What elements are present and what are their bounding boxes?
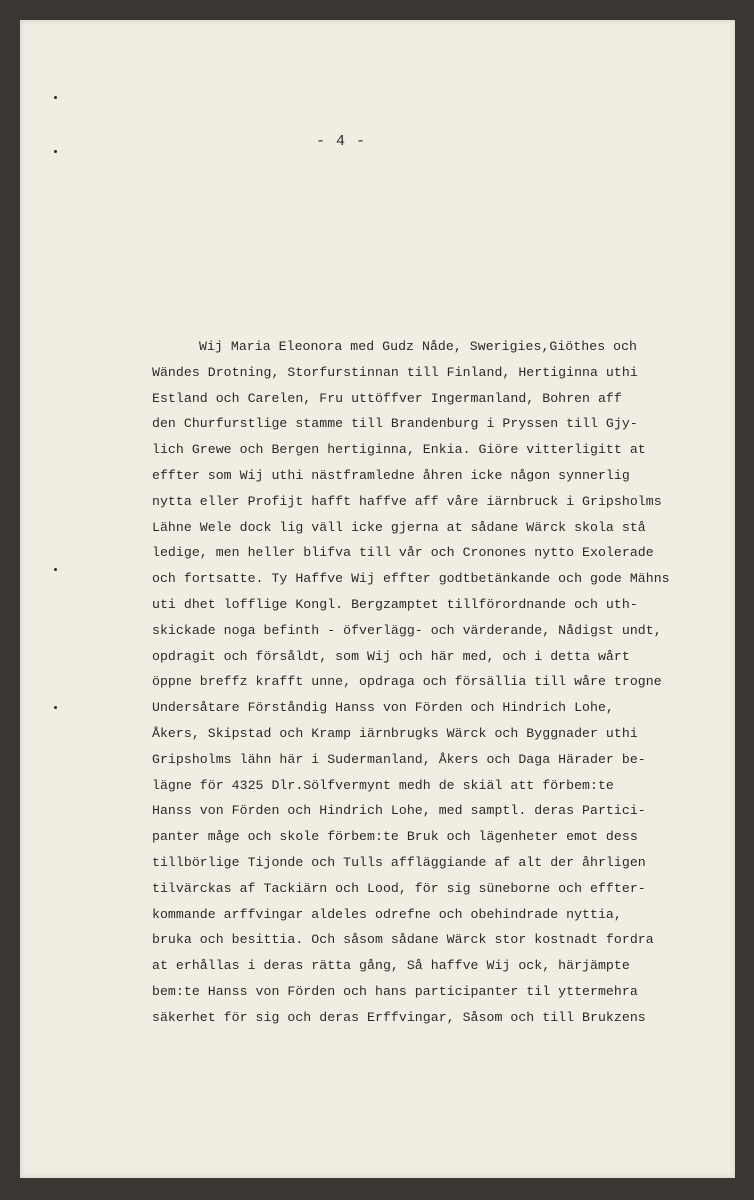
text-line: Undersåtare Förståndig Hanss von Förden och Hindrich Lohe, (152, 700, 614, 716)
text-line: Hanss von Förden och Hindrich Lohe, med samptl. deras Partici- (152, 803, 646, 819)
text-line: lägne för 4325 Dlr.Sölfvermynt medh de skiäl att förbem:te (152, 777, 614, 793)
text-line: lich Grewe och Bergen hertiginna, Enkia. Giöre vitterligitt at (152, 442, 646, 458)
text-line: Lähne Wele dock lig väll icke gjerna at sådane Wärck skola stå (152, 519, 646, 535)
punch-hole-mark (54, 568, 57, 571)
text-line: skickade noga befinth - öfverlägg- och värderande, Nådigst undt, (152, 622, 662, 638)
text-line: nytta eller Profijt hafft haffve aff våre iärnbruck i Gripsholms (152, 493, 662, 509)
text-line: öppne breffz krafft unne, opdraga och försällia till wåre trogne (152, 674, 662, 690)
text-line: effter som Wij uthi nästframledne åhren icke någon synnerlig (152, 467, 630, 483)
text-line: tilvärckas af Tackiärn och Lood, för sig süneborne och effter- (152, 880, 646, 896)
text-line: bruka och besittia. Och såsom sådane Wärck stor kostnadt fordra (152, 932, 654, 948)
text-line: Gripsholms lähn här i Sudermanland, Åkers och Daga Härader be- (152, 751, 646, 767)
text-line: den Churfurstlige stamme till Brandenburg i Pryssen till Gjy- (152, 416, 638, 432)
text-line: uti dhet lofflige Kongl. Bergzamptet tillförordnande och uth- (152, 596, 638, 612)
punch-hole-mark (54, 150, 57, 153)
typed-letter-body (152, 334, 692, 1031)
text-line: opdragit och försåldt, som Wij och här med, och i detta wårt (152, 648, 630, 664)
text-line: Wändes Drotning, Storfurstinnan till Finland, Hertiginna uthi (152, 364, 638, 380)
text-line: panter måge och skole förbem:te Bruk och lägenheter emot dess (152, 829, 638, 845)
text-line: tillbörlige Tijonde och Tulls affläggiande af alt der åhrligen (152, 854, 646, 870)
punch-hole-mark (54, 706, 57, 709)
text-line: Åkers, Skipstad och Kramp iärnbrugks Wärck och Byggnader uthi (152, 725, 638, 741)
text-line: bem:te Hanss von Förden och hans participanter til yttermehra (152, 983, 638, 999)
text-line: Wij Maria Eleonora med Gudz Nåde, Swerigies,Giöthes och (199, 339, 638, 354)
page-number: - 4 - (316, 133, 367, 150)
text-line: ledige, men heller blifva till vår och Cronones nytto Exolerade (152, 545, 654, 561)
text-line: och fortsatte. Ty Haffve Wij effter godtbetänkande och gode Mähns (152, 571, 670, 587)
text-line: säkerhet för sig och deras Erffvingar, Såsom och till Brukzens (152, 1009, 646, 1025)
text-line: Estland och Carelen, Fru uttöffver Ingermanland, Bohren aff (152, 390, 622, 406)
text-line: kommande arffvingar aldeles odrefne och obehindrade nyttia, (152, 906, 622, 922)
text-line: at erhållas i deras rätta gång, Så haffve Wij ock, härjämpte (152, 958, 630, 974)
punch-hole-mark (54, 96, 57, 99)
